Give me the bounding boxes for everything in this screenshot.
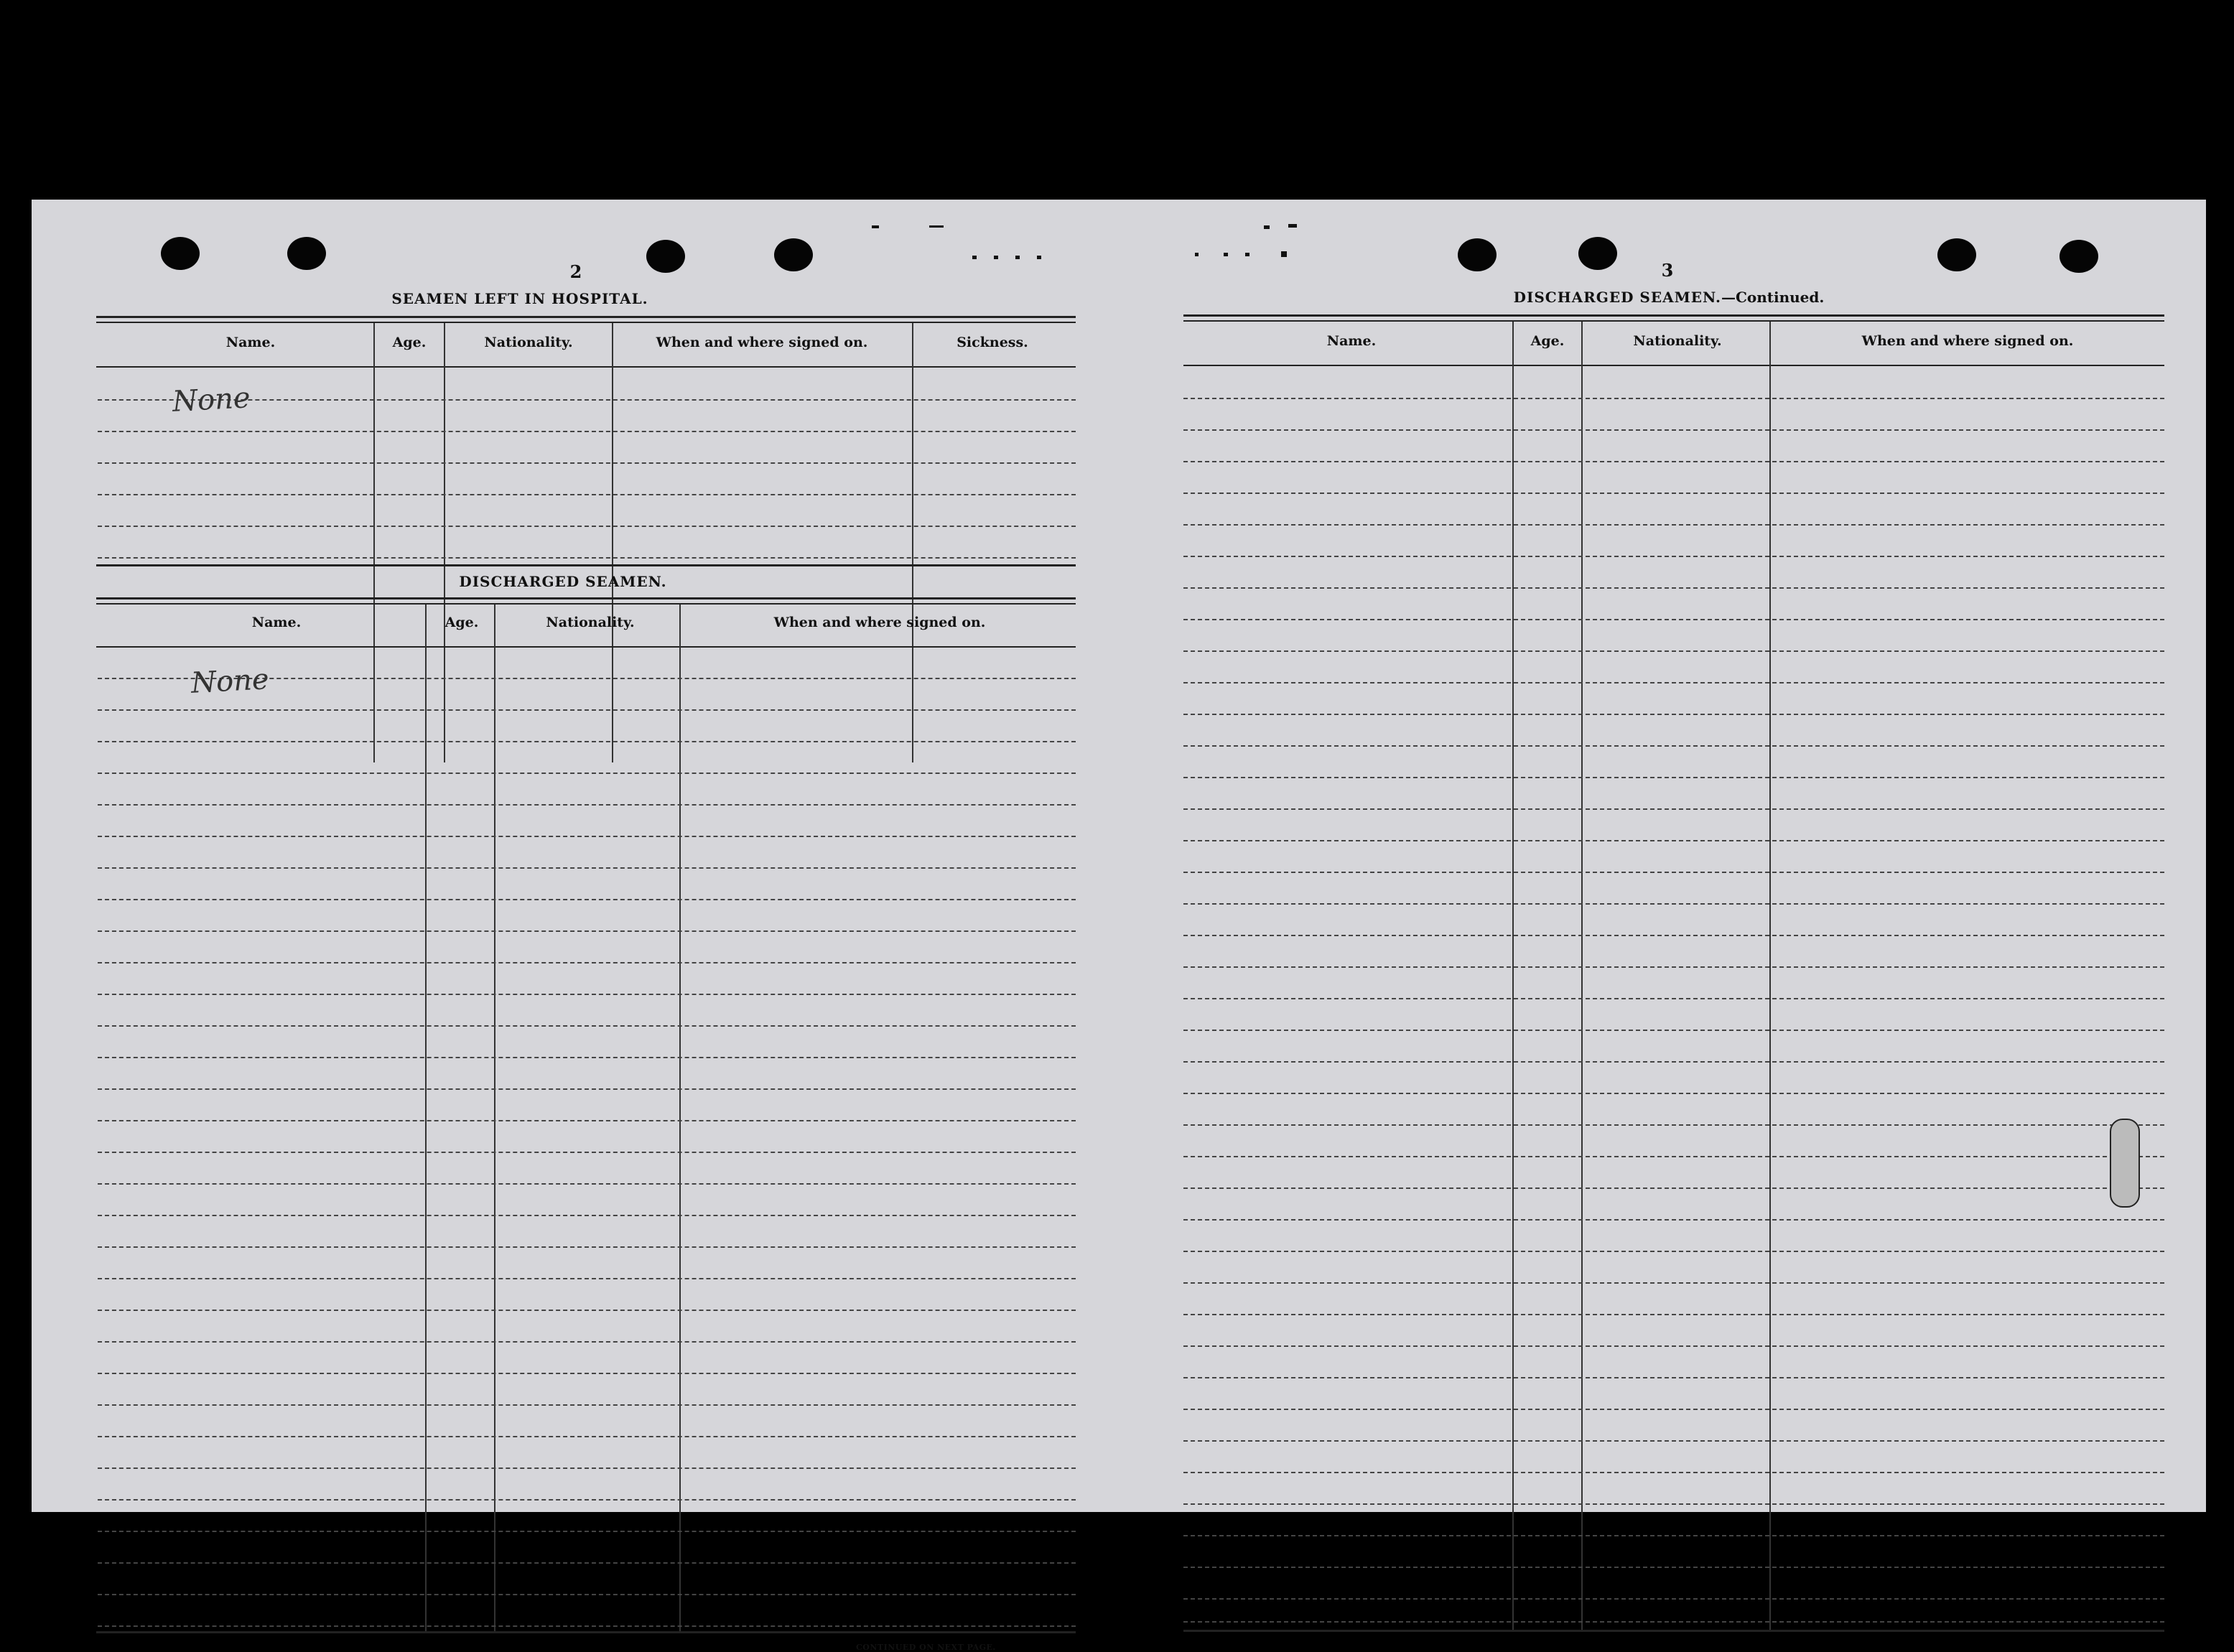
entry-line: [98, 1310, 1076, 1311]
ink-speck: [972, 256, 977, 259]
entry-line: [1183, 650, 2164, 652]
entry-line: [98, 899, 1076, 900]
entry-line: [1183, 966, 2164, 968]
table-top-rule: [1183, 320, 2164, 322]
entry-line: [98, 1183, 1076, 1185]
page-number-right: 3: [1661, 260, 1674, 281]
column-divider: [1769, 322, 1771, 1631]
entry-line: [1183, 1124, 2164, 1126]
entry-line: [1183, 1030, 2164, 1031]
entry-line: [1183, 493, 2164, 494]
entry-line: [1183, 840, 2164, 841]
entry-line: [98, 1278, 1076, 1279]
hospital-section-title: SEAMEN LEFT IN HOSPITAL.: [391, 290, 648, 307]
entry-line: [1183, 587, 2164, 589]
entry-line: [1183, 1314, 2164, 1315]
entry-line: [1183, 682, 2164, 683]
clip-mark: [2110, 1119, 2140, 1208]
entry-line: [98, 1436, 1076, 1437]
entry-line: [98, 1499, 1076, 1501]
column-divider: [444, 323, 445, 762]
entry-line: [98, 1373, 1076, 1374]
ink-speck: [1195, 253, 1199, 256]
column-divider: [494, 605, 495, 1633]
table-top-rule: [96, 603, 1076, 605]
hospital-col-age: Age.: [392, 335, 427, 350]
entry-line: [1183, 524, 2164, 526]
section-divider-rule: [96, 564, 1076, 566]
column-divider: [912, 323, 913, 762]
entry-line: [98, 1215, 1076, 1216]
right-col-name: Name.: [1326, 333, 1377, 349]
table-top-rule: [1183, 314, 2164, 317]
column-divider: [1512, 322, 1514, 1631]
discharged-section-title: DISCHARGED SEAMEN.: [459, 573, 667, 590]
ink-speck: [1037, 256, 1041, 259]
right-section-title: [1439, 289, 1899, 306]
entry-line: [1183, 1409, 2164, 1410]
entry-line: [98, 1246, 1076, 1248]
entry-line: [1183, 429, 2164, 431]
entry-line: [1183, 1061, 2164, 1063]
entry-line: [1183, 1156, 2164, 1157]
hospital-col-name: Name.: [225, 335, 276, 350]
column-divider: [679, 605, 681, 1633]
entry-line: [1183, 903, 2164, 905]
hospital-col-signed-on: When and where signed on.: [656, 335, 868, 350]
entry-line: [98, 1594, 1076, 1595]
entry-line: [1183, 1377, 2164, 1378]
ink-speck: [1015, 256, 1020, 259]
ink-speck: [994, 256, 998, 259]
ink-speck: [1224, 253, 1228, 256]
entry-line: [1183, 1345, 2164, 1347]
entry-line: [98, 930, 1076, 932]
header-bottom-rule: [1183, 365, 2164, 366]
entry-line: [98, 1467, 1076, 1469]
entry-line: [1183, 1598, 2164, 1600]
header-bottom-rule: [96, 646, 1076, 648]
entry-line: [1183, 777, 2164, 778]
entry-line: [1183, 398, 2164, 399]
header-bottom-rule: [96, 366, 1076, 368]
entry-line: [1183, 556, 2164, 557]
entry-line: [98, 773, 1076, 774]
hospital-col-sickness: Sickness.: [957, 335, 1028, 350]
ink-speck: [929, 225, 944, 228]
entry-line: [1183, 872, 2164, 873]
table-bottom-rule: [1183, 1630, 2164, 1632]
ink-speck: [1264, 225, 1270, 229]
entry-line: [1183, 1219, 2164, 1221]
entry-line: [1183, 1187, 2164, 1189]
punch-hole: [1458, 238, 1497, 271]
table-top-rule: [96, 597, 1076, 599]
entry-line: [98, 494, 1076, 495]
entry-line: [1183, 1440, 2164, 1442]
punch-hole: [774, 238, 813, 271]
entry-line: [98, 867, 1076, 869]
document-sheet: [32, 200, 2206, 1652]
discharged-entry-handwriting: None: [190, 663, 270, 700]
entry-line: [98, 1025, 1076, 1027]
entry-line: [1183, 1251, 2164, 1252]
entry-line: [1183, 1282, 2164, 1284]
discharged-col-signed-on: When and where signed on.: [773, 615, 986, 630]
entry-line: [98, 462, 1076, 464]
column-divider: [1581, 322, 1583, 1631]
ink-speck: [1245, 253, 1249, 256]
entry-line: [1183, 1567, 2164, 1568]
punch-hole: [646, 240, 685, 273]
entry-line: [1183, 619, 2164, 620]
discharged-col-name: Name.: [251, 615, 302, 630]
entry-line: [98, 1625, 1076, 1627]
entry-line: [98, 741, 1076, 742]
entry-line: [98, 1404, 1076, 1406]
column-divider: [373, 323, 375, 762]
entry-line: [98, 804, 1076, 806]
right-col-age: Age.: [1530, 333, 1565, 349]
entry-line: [98, 994, 1076, 995]
entry-line: [98, 709, 1076, 711]
entry-line: [98, 1562, 1076, 1564]
entry-line: [1183, 461, 2164, 462]
entry-line: [98, 1120, 1076, 1121]
punch-hole: [2060, 240, 2098, 273]
continued-note: CONTINUED ON NEXT PAGE.: [856, 1643, 996, 1652]
entry-line: [98, 1057, 1076, 1058]
right-section-title-main: DISCHARGED SEAMEN.: [1513, 289, 1721, 306]
entry-line: [98, 431, 1076, 432]
discharged-col-age: Age.: [445, 615, 479, 630]
entry-line: [98, 526, 1076, 527]
entry-line: [1183, 1621, 2164, 1623]
entry-line: [98, 1531, 1076, 1532]
entry-line: [98, 557, 1076, 559]
hospital-col-nationality: Nationality.: [484, 335, 573, 350]
punch-hole: [1937, 238, 1976, 271]
right-col-signed-on: When and where signed on.: [1861, 333, 2074, 349]
punch-hole: [1578, 237, 1617, 270]
punch-hole: [161, 237, 200, 270]
punch-hole: [287, 237, 326, 270]
table-top-rule: [96, 316, 1076, 318]
ink-speck: [1288, 224, 1297, 228]
table-bottom-rule: [96, 1631, 1076, 1633]
entry-line: [1183, 1093, 2164, 1094]
entry-line: [1183, 935, 2164, 936]
table-top-rule: [96, 322, 1076, 323]
right-col-nationality: Nationality.: [1633, 333, 1722, 349]
entry-line: [98, 1341, 1076, 1343]
hospital-entry-handwriting: None: [171, 381, 251, 419]
entry-line: [1183, 1535, 2164, 1536]
entry-line: [1183, 1503, 2164, 1505]
entry-line: [98, 836, 1076, 837]
entry-line: [1183, 808, 2164, 810]
right-section-title-continued: —Continued.: [1721, 289, 1825, 306]
entry-line: [98, 1088, 1076, 1090]
discharged-col-nationality: Nationality.: [546, 615, 635, 630]
entry-line: [98, 962, 1076, 963]
column-divider: [425, 605, 427, 1633]
ink-speck: [872, 225, 879, 228]
entry-line: [1183, 714, 2164, 715]
page-number-left: 2: [569, 261, 582, 282]
ink-speck: [1281, 251, 1287, 257]
entry-line: [1183, 998, 2164, 999]
entry-line: [1183, 1472, 2164, 1473]
entry-line: [1183, 745, 2164, 747]
entry-line: [98, 1152, 1076, 1153]
column-divider: [612, 323, 613, 762]
